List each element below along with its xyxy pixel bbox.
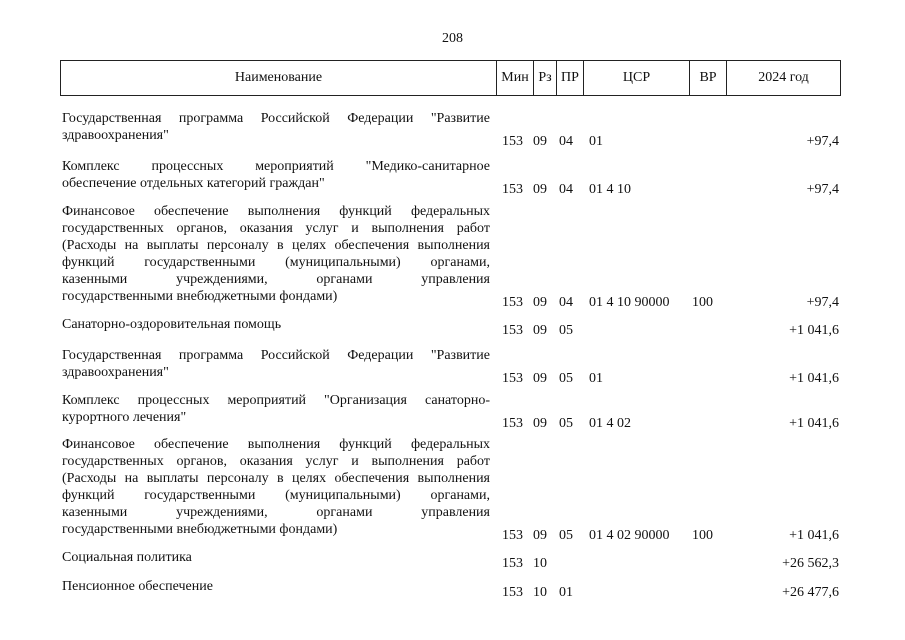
row-vr: 100 <box>692 528 713 543</box>
row-rz: 09 <box>533 528 547 543</box>
row-rz: 09 <box>533 416 547 431</box>
row-value: +1 041,6 <box>789 323 839 338</box>
row-rz: 10 <box>533 556 547 571</box>
row-pr: 05 <box>559 371 573 386</box>
row-name-line: Комплекс процессных мероприятий "Организация санаторно- <box>62 393 490 408</box>
row-value: +97,4 <box>806 134 839 149</box>
row-name <box>62 392 490 426</box>
row-name-line: Санаторно-оздоровительная помощь <box>62 317 282 332</box>
row-name-line: Государственная программа Российской Федерации "Развитие <box>62 111 490 126</box>
row-pr: 05 <box>559 323 573 338</box>
row-value: +97,4 <box>806 295 839 310</box>
row-name <box>62 110 490 144</box>
row-name-line: государственными внебюджетными фондами) <box>62 522 338 537</box>
row-value: +1 041,6 <box>789 528 839 543</box>
page-number: 208 <box>442 31 463 46</box>
row-name-line: государственных органов, оказания услуг и выполнения работ <box>62 454 490 469</box>
row-name <box>62 549 490 566</box>
row-name-line: Финансовое обеспечение выполнения функций федеральных <box>62 437 490 452</box>
row-rz: 09 <box>533 182 547 197</box>
row-csr: 01 4 10 <box>589 182 631 197</box>
row-value: +1 041,6 <box>789 371 839 386</box>
row-csr: 01 4 02 90000 <box>589 528 670 543</box>
row-name-line: здравоохранения" <box>62 128 169 143</box>
row-pr: 01 <box>559 585 573 600</box>
row-value: +97,4 <box>806 182 839 197</box>
row-min: 153 <box>502 585 523 600</box>
row-pr: 04 <box>559 134 573 149</box>
row-pr: 05 <box>559 528 573 543</box>
row-name-line: функций государственными (муниципальными) органами, <box>62 488 490 503</box>
row-name <box>62 203 490 305</box>
row-name-line: Социальная политика <box>62 550 192 565</box>
header-rz: Рз <box>538 70 552 85</box>
row-csr: 01 4 02 <box>589 416 631 431</box>
row-min: 153 <box>502 182 523 197</box>
row-name <box>62 316 490 333</box>
row-rz: 10 <box>533 585 547 600</box>
row-name-line: Пенсионное обеспечение <box>62 579 213 594</box>
row-min: 153 <box>502 371 523 386</box>
row-name-line: Финансовое обеспечение выполнения функций федеральных <box>62 204 490 219</box>
row-csr: 01 <box>589 134 603 149</box>
row-name-line: курортного лечения" <box>62 410 187 425</box>
row-name-line: здравоохранения" <box>62 365 169 380</box>
row-csr: 01 4 10 90000 <box>589 295 670 310</box>
header-vr: ВР <box>699 70 717 85</box>
row-value: +26 562,3 <box>782 556 839 571</box>
row-name-line: казенными учреждениями, органами управления <box>62 505 490 520</box>
row-rz: 09 <box>533 323 547 338</box>
row-name-line: Государственная программа Российской Федерации "Развитие <box>62 348 490 363</box>
header-csr: ЦСР <box>622 70 651 85</box>
row-min: 153 <box>502 295 523 310</box>
row-min: 153 <box>502 556 523 571</box>
row-name <box>62 578 490 595</box>
row-value: +1 041,6 <box>789 416 839 431</box>
row-name-line: государственных органов, оказания услуг и выполнения работ <box>62 221 490 236</box>
header-name: Наименование <box>234 70 323 85</box>
row-pr: 05 <box>559 416 573 431</box>
header-year: 2024 год <box>758 70 809 85</box>
row-pr: 04 <box>559 295 573 310</box>
row-vr: 100 <box>692 295 713 310</box>
header-min: Мин <box>501 70 529 85</box>
table-header <box>60 60 841 96</box>
row-csr: 01 <box>589 371 603 386</box>
row-name <box>62 436 490 538</box>
row-rz: 09 <box>533 134 547 149</box>
row-min: 153 <box>502 416 523 431</box>
row-name <box>62 158 490 192</box>
row-min: 153 <box>502 323 523 338</box>
row-name-line: обеспечение отдельных категорий граждан" <box>62 176 325 191</box>
row-min: 153 <box>502 134 523 149</box>
row-name-line: (Расходы на выплаты персоналу в целях обеспечения выполнения <box>62 238 490 253</box>
row-rz: 09 <box>533 371 547 386</box>
row-name-line: функций государственными (муниципальными) органами, <box>62 255 490 270</box>
row-name-line: (Расходы на выплаты персоналу в целях обеспечения выполнения <box>62 471 490 486</box>
row-rz: 09 <box>533 295 547 310</box>
row-pr: 04 <box>559 182 573 197</box>
row-name-line: Комплекс процессных мероприятий "Медико-санитарное <box>62 159 490 174</box>
row-min: 153 <box>502 528 523 543</box>
row-value: +26 477,6 <box>782 585 839 600</box>
header-pr: ПР <box>561 70 579 85</box>
row-name-line: казенными учреждениями, органами управления <box>62 272 490 287</box>
row-name-line: государственными внебюджетными фондами) <box>62 289 338 304</box>
row-name <box>62 347 490 381</box>
